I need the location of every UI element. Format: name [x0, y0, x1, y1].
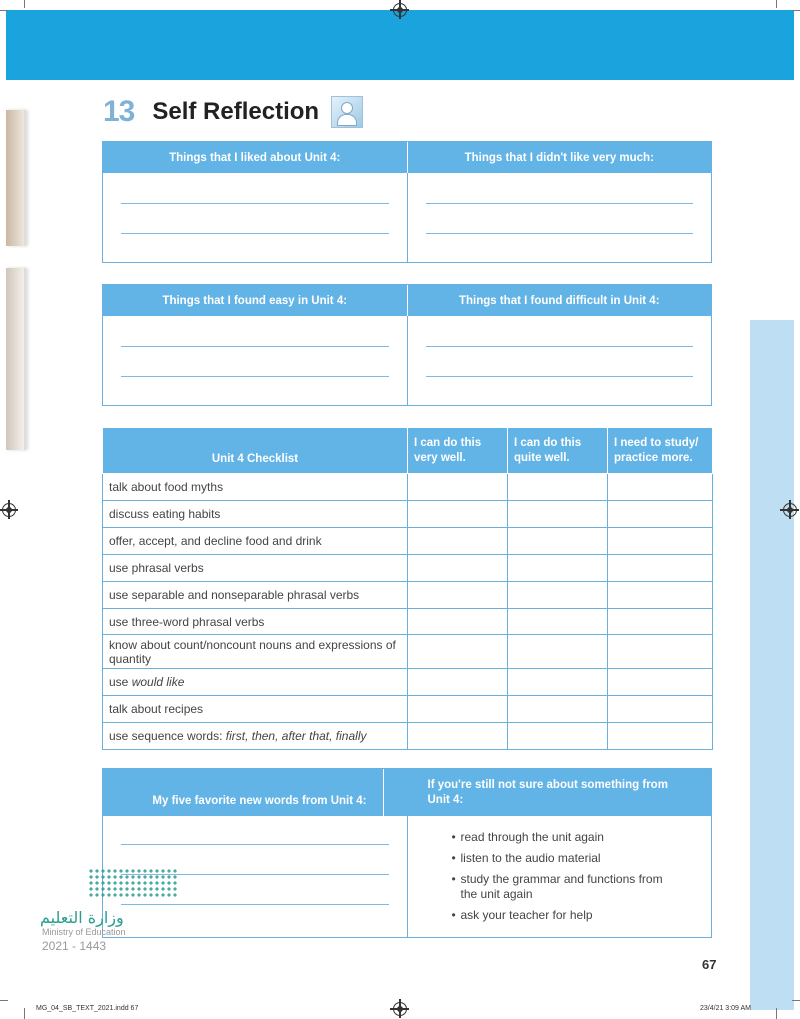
table-row	[103, 609, 713, 635]
writing-line	[426, 376, 694, 377]
checkbox-cell[interactable]	[608, 723, 713, 750]
page-title: Self Reflection	[152, 98, 320, 125]
writing-line	[426, 346, 694, 347]
top-color-band	[6, 10, 794, 80]
easy-writing-area[interactable]	[103, 316, 407, 405]
checkbox-cell[interactable]	[608, 669, 713, 696]
checkbox-cell[interactable]	[608, 582, 713, 609]
crop-mark	[776, 1008, 777, 1019]
checkbox-cell[interactable]	[608, 696, 713, 723]
writing-line	[426, 203, 694, 204]
table-row	[103, 555, 713, 582]
checkbox-cell[interactable]	[508, 696, 608, 723]
difficult-writing-area[interactable]	[407, 316, 712, 405]
writing-line	[121, 904, 389, 905]
study-tips-list	[452, 830, 671, 929]
checklist-item: talk about recipes	[103, 696, 408, 723]
table-row	[103, 669, 713, 696]
page-number: 67	[702, 957, 717, 972]
self-reflection-icon	[331, 96, 363, 128]
checklist-item: use would like	[103, 669, 408, 696]
checklist-header: Unit 4 Checklist	[103, 428, 408, 474]
checkbox-cell[interactable]	[508, 635, 608, 669]
list-item: • study the grammar and functions from the unit again	[452, 872, 671, 902]
table-row	[103, 696, 713, 723]
checkbox-cell[interactable]	[508, 609, 608, 635]
writing-line	[121, 844, 389, 845]
writing-line	[426, 233, 694, 234]
checklist-item: discuss eating habits	[103, 501, 408, 528]
dislikes-header: Things that I didn't like very much:	[407, 142, 712, 173]
crop-mark	[792, 1000, 800, 1001]
checklist-item: use sequence words: first, then, after that, finally	[103, 723, 408, 750]
registration-mark-icon	[393, 1002, 407, 1016]
writing-line	[121, 203, 389, 204]
checklist-item: use phrasal verbs	[103, 555, 408, 582]
checkbox-cell[interactable]	[508, 555, 608, 582]
study-tips-area	[407, 816, 712, 937]
likes-box	[102, 141, 712, 263]
checkbox-cell[interactable]	[508, 501, 608, 528]
list-item: • read through the unit again	[452, 830, 671, 845]
table-row	[103, 474, 713, 501]
registration-mark-icon	[393, 3, 407, 17]
column-need-study: I need to study/ practice more.	[608, 428, 713, 474]
checklist-item: use three-word phrasal verbs	[103, 609, 408, 635]
easy-difficult-box	[102, 284, 712, 406]
easy-header: Things that I found easy in Unit 4:	[162, 294, 348, 307]
crop-mark	[776, 0, 777, 8]
checklist-item: talk about food myths	[103, 474, 408, 501]
unit-checklist-table	[102, 427, 713, 750]
writing-line	[121, 233, 389, 234]
checkbox-cell[interactable]	[408, 723, 508, 750]
checklist-item: use separable and nonseparable phrasal verbs	[103, 582, 408, 609]
dislikes-writing-area[interactable]	[407, 173, 712, 262]
checkbox-cell[interactable]	[408, 609, 508, 635]
checkbox-cell[interactable]	[408, 528, 508, 555]
checkbox-cell[interactable]	[608, 528, 713, 555]
page-edge-image	[6, 268, 26, 450]
checkbox-cell[interactable]	[408, 669, 508, 696]
crop-mark	[792, 10, 800, 11]
table-row	[103, 582, 713, 609]
checkbox-cell[interactable]	[408, 474, 508, 501]
checkbox-cell[interactable]	[408, 501, 508, 528]
checkbox-cell[interactable]	[508, 723, 608, 750]
checkbox-cell[interactable]	[508, 528, 608, 555]
favorite-words-header: My five favorite new words from Unit 4:	[152, 795, 367, 807]
writing-line	[121, 376, 389, 377]
checkbox-cell[interactable]	[608, 501, 713, 528]
logo-english: Ministry of Education	[42, 927, 126, 937]
logo-year: 2021 - 1443	[42, 939, 107, 953]
checklist-item: know about count/noncount nouns and expressions of quantity	[103, 635, 408, 669]
table-row	[103, 723, 713, 750]
logo-arabic: وزارة التعليم	[40, 908, 124, 927]
checkbox-cell[interactable]	[408, 696, 508, 723]
registration-mark-icon	[783, 503, 797, 517]
footer-file: MG_04_SB_TEXT_2021.indd 67	[36, 1005, 139, 1012]
checkbox-cell[interactable]	[408, 635, 508, 669]
crop-mark	[0, 10, 8, 11]
column-very-well: I can do this very well.	[408, 428, 508, 474]
not-sure-header: If you're still not sure about something from Unit 4:	[383, 769, 712, 816]
footer-timestamp: 23/4/21 3:09 AM	[700, 1005, 751, 1012]
likes-writing-area[interactable]	[103, 173, 407, 262]
checkbox-cell[interactable]	[508, 669, 608, 696]
page-heading	[103, 92, 363, 132]
list-item: • listen to the audio material	[452, 851, 671, 866]
favorite-words-box	[102, 768, 712, 938]
checkbox-cell[interactable]	[508, 582, 608, 609]
likes-header: Things that I liked about Unit 4:	[169, 151, 341, 164]
writing-line	[121, 346, 389, 347]
page-edge-image	[6, 110, 26, 246]
logo-dots-icon	[88, 868, 178, 898]
checkbox-cell[interactable]	[508, 474, 608, 501]
checkbox-cell[interactable]	[608, 474, 713, 501]
column-quite-well: I can do this quite well.	[508, 428, 608, 474]
registration-mark-icon	[2, 503, 16, 517]
checkbox-cell[interactable]	[608, 635, 713, 669]
crop-mark	[24, 1008, 25, 1019]
list-item: • ask your teacher for help	[452, 908, 671, 923]
checkbox-cell[interactable]	[608, 609, 713, 635]
table-row	[103, 528, 713, 555]
crop-mark	[0, 1000, 8, 1001]
difficult-header: Things that I found difficult in Unit 4:	[407, 285, 712, 316]
table-row	[103, 501, 713, 528]
checklist-item: offer, accept, and decline food and drink	[103, 528, 408, 555]
checkbox-cell[interactable]	[608, 555, 713, 582]
checkbox-cell[interactable]	[408, 555, 508, 582]
side-color-bar	[750, 320, 794, 1010]
crop-mark	[24, 0, 25, 8]
checkbox-cell[interactable]	[408, 582, 508, 609]
table-row	[103, 635, 713, 669]
section-number: 13	[103, 95, 135, 128]
